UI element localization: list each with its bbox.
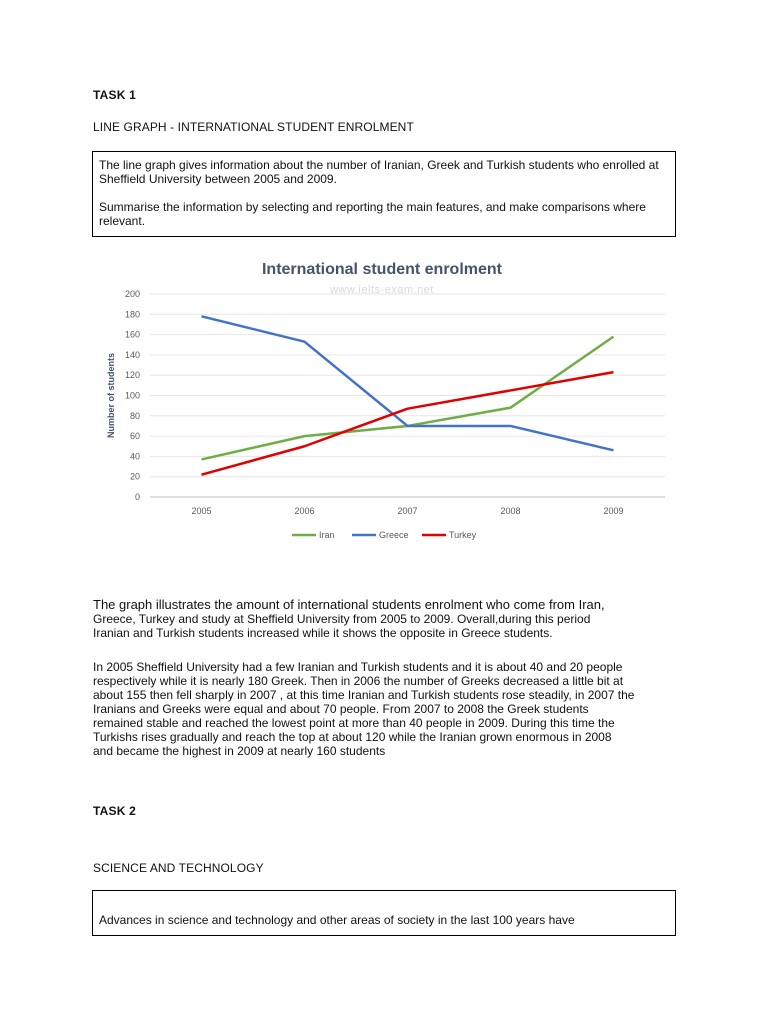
task1-prompt-box	[92, 151, 676, 237]
y-tick-label-40: 40	[129, 451, 140, 462]
essay-p2-line-1: In 2005 Sheffield University had a few Iranian and Turkish students and it is about 40 and 20 people	[93, 660, 623, 674]
essay-p2-line-7: and became the highest in 2009 at nearly 160 students	[93, 744, 386, 758]
x-tick-label-2008: 2008	[500, 506, 521, 516]
x-tick-label-2009: 2009	[603, 506, 624, 516]
x-tick-label-2006: 2006	[294, 506, 315, 516]
chart-title: International student enrolment	[261, 261, 503, 278]
y-tick-label-0: 0	[134, 492, 140, 502]
x-tick-label-2007: 2007	[397, 506, 418, 516]
essay-p2-line-2: respectively while it is nearly 180 Greek. Then in 2006 the number of Greeks decreased a little bit at	[93, 674, 624, 688]
task1-subheading: LINE GRAPH - INTERNATIONAL STUDENT ENROLMENT	[93, 120, 414, 134]
line-chart	[92, 244, 682, 554]
legend-label-greece: Greece	[379, 530, 409, 540]
y-tick-label-160: 160	[124, 329, 140, 340]
y-tick-label-20: 20	[129, 471, 140, 482]
task2-prompt-text: Advances in science and technology and other areas of society in the last 100 years have	[99, 913, 575, 927]
essay-p1-line-2: Greece, Turkey and study at Sheffield University from 2005 to 2009. Overall,during this period	[93, 612, 591, 626]
y-tick-label-140: 140	[124, 349, 140, 360]
y-tick-label-120: 120	[124, 370, 140, 381]
y-tick-label-180: 180	[124, 309, 140, 320]
task2-subheading: SCIENCE AND TECHNOLOGY	[93, 861, 264, 875]
x-tick-label-2005: 2005	[191, 506, 212, 516]
essay-p1-line-3: Iranian and Turkish students increased while it shows the opposite in Greece students.	[93, 626, 553, 640]
y-tick-label-100: 100	[124, 390, 140, 401]
essay-p2-line-4: Iranians and Greeks were equal and about 70 people. From 2007 to 2008 the Greek students	[93, 702, 589, 716]
y-tick-label-60: 60	[129, 431, 140, 442]
essay-paragraph-1	[93, 598, 693, 640]
task1-prompt-line-2: Summarise the information by selecting and reporting the main features, and make comparisons where relevant.	[99, 200, 646, 228]
essay-p2-line-5: remained stable and reached the lowest point at more than 40 people in 2009. During this time the	[93, 716, 615, 730]
y-axis-label: Number of students	[106, 352, 116, 439]
essay-paragraph-2	[93, 660, 693, 758]
task2-prompt-box	[92, 890, 676, 936]
chart-watermark: www.ielts-exam.net	[330, 284, 434, 296]
essay-p2-line-6: Turkishs rises gradually and reach the top at about 120 while the Iranian grown enormous in 2008	[93, 730, 612, 744]
legend-label-iran: Iran	[319, 530, 335, 540]
y-tick-label-200: 200	[124, 289, 140, 299]
task1-prompt-line-1: The line graph gives information about the number of Iranian, Greek and Turkish students who enrolled at Sheffield University between 2005 and 2009.	[99, 158, 659, 186]
task1-heading: TASK 1	[93, 88, 136, 102]
essay-p2-line-3: about 155 then fell sharply in 2007 , at this time Iranian and Turkish students rose steadily, in 2007 the	[93, 688, 635, 702]
task2-heading: TASK 2	[93, 804, 136, 818]
essay-p1-line-1: The graph illustrates the amount of international students enrolment who come from Iran,	[93, 597, 605, 612]
y-tick-label-80: 80	[129, 410, 140, 421]
legend-label-turkey: Turkey	[449, 530, 477, 540]
series-line-turkey	[202, 372, 614, 475]
